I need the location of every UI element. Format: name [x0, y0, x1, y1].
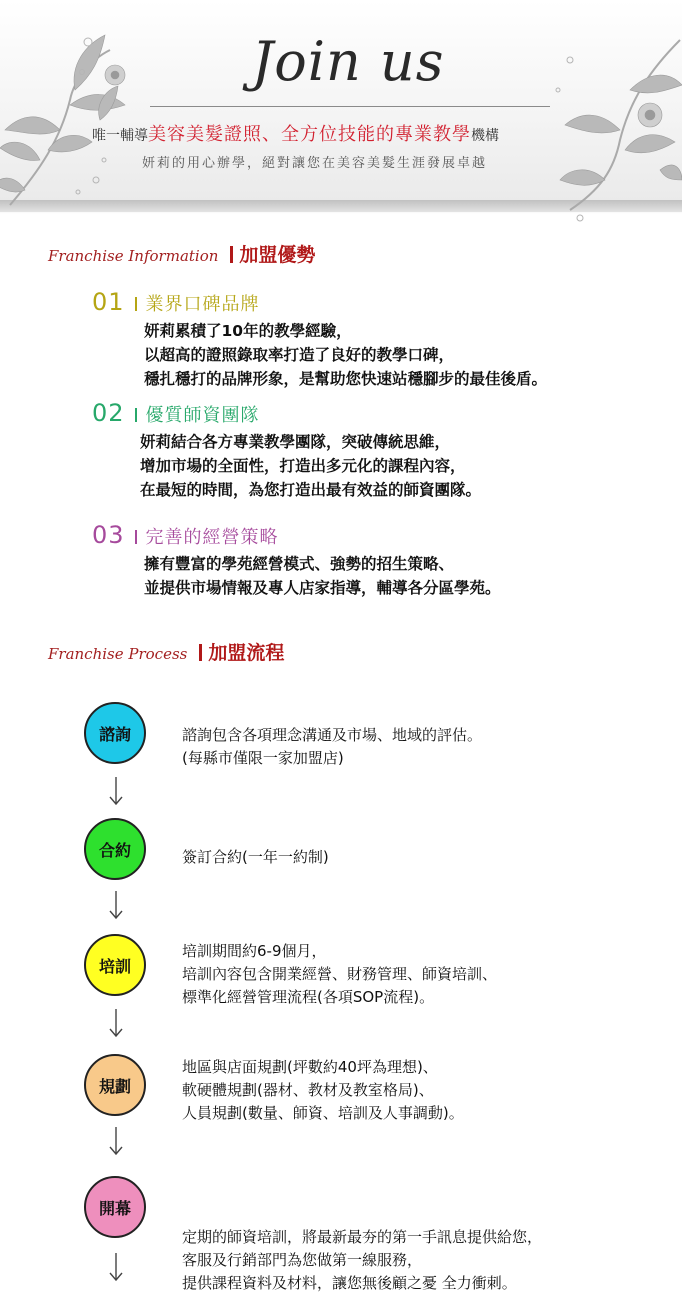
tagline-prefix: 唯一輔導 — [92, 128, 148, 144]
step-line: 人員規劃(數量、師資、培訓及人事調動)。 — [182, 1104, 464, 1122]
join-us-title: Join us — [251, 30, 445, 93]
advantage-description — [144, 319, 547, 391]
step-line: 軟硬體規劃(器材、教材及教室格局)、 — [182, 1081, 434, 1099]
down-arrow-icon — [106, 774, 126, 810]
step-circle-consult: 諮詢 — [84, 702, 146, 764]
advantage-description — [140, 430, 481, 502]
advantage-heading — [92, 399, 481, 427]
advantage-heading — [92, 521, 501, 549]
advantage-title: 優質師資團隊 — [145, 405, 260, 426]
advantage-line: 在最短的時間，為您打造出最有效益的師資團隊。 — [140, 481, 482, 499]
step-line: 諮詢包含各項理念溝通及市場、地域的評估。 — [182, 726, 483, 744]
step-line: 定期的師資培訓，將最新最夯的第一手訊息提供給您， — [182, 1228, 543, 1246]
step-line: 客服及行銷部門為您做第一線服務， — [182, 1251, 423, 1269]
step-line: 地區與店面規劃(坪數約40坪為理想)、 — [182, 1058, 438, 1076]
advantage-line: 妍莉結合各方專業教學團隊，突破傳統思維， — [140, 433, 451, 451]
franchise-process-heading — [48, 638, 284, 665]
advantage-line: 穩扎穩打的品牌形象，是幫助您快速站穩腳步的最佳後盾。 — [144, 370, 548, 388]
tagline-suffix: 機構 — [471, 128, 499, 144]
step-description-opening — [182, 1226, 542, 1295]
step-circle-opening: 開幕 — [84, 1176, 146, 1238]
franchise-info-heading — [48, 240, 315, 267]
step-description-consult — [182, 724, 482, 770]
advantage-line: 擁有豐富的學苑經營模式、強勢的招生策略、 — [144, 555, 455, 573]
down-arrow-icon — [106, 1124, 126, 1160]
step-line: (每縣市僅限一家加盟店) — [182, 749, 344, 767]
advantage-line: 增加市場的全面性，打造出多元化的課程內容， — [140, 457, 466, 475]
advantage-divider — [135, 297, 137, 311]
advantage-description — [144, 552, 501, 600]
step-description-planning — [182, 1056, 464, 1125]
step-circle-training: 培訓 — [84, 934, 146, 996]
advantage-heading — [92, 288, 547, 316]
step-line: 培訓期間約6-9個月， — [182, 942, 327, 960]
heading-divider — [199, 644, 202, 661]
heading-divider — [230, 246, 233, 263]
step-line: 提供課程資料及材料，讓您無後顧之憂 全力衝刺。 — [182, 1274, 517, 1292]
advantage-line: 妍莉累積了10年的教學經驗， — [144, 322, 352, 340]
advantage-line: 並提供市場情報及專人店家指導，輔導各分區學苑。 — [144, 579, 501, 597]
tagline-highlight: 美容美髮證照、全方位技能的專業教學 — [148, 124, 471, 145]
advantage-item-1 — [92, 288, 547, 391]
advantage-number: 02 — [92, 399, 125, 427]
step-circle-planning: 規劃 — [84, 1054, 146, 1116]
title-divider — [150, 106, 550, 107]
down-arrow-icon — [106, 888, 126, 924]
advantage-item-3 — [92, 521, 501, 600]
franchise-info-heading-en: Franchise Information — [48, 247, 219, 265]
step-line: 標準化經營管理流程(各項SOP流程)。 — [182, 988, 435, 1006]
franchise-process-heading-zh: 加盟流程 — [208, 642, 285, 664]
banner-tagline — [92, 120, 612, 146]
join-us-banner — [0, 0, 682, 220]
step-description-training — [182, 940, 497, 1009]
down-arrow-icon — [106, 1250, 126, 1286]
franchise-process-heading-en: Franchise Process — [48, 645, 188, 663]
left-floral-ornament-icon — [0, 20, 200, 210]
franchise-info-heading-zh: 加盟優勢 — [239, 244, 316, 266]
advantage-line: 以超高的證照錄取率打造了良好的教學口碑， — [144, 346, 455, 364]
advantage-number: 01 — [92, 288, 125, 316]
step-line: 簽訂合約(一年一約制) — [182, 848, 329, 866]
advantage-divider — [135, 530, 137, 544]
down-arrow-icon — [106, 1006, 126, 1042]
advantage-number: 03 — [92, 521, 125, 549]
advantage-title: 完善的經營策略 — [145, 527, 279, 548]
advantage-title: 業界口碑品牌 — [145, 294, 260, 315]
step-description-contract — [182, 846, 329, 869]
banner-subtagline: 妍莉的用心辦學，絕對讓您在美容美髮生涯發展卓越 — [142, 156, 488, 171]
step-circle-contract: 合約 — [84, 818, 146, 880]
advantage-divider — [135, 408, 137, 422]
advantage-item-2 — [92, 399, 481, 502]
step-line: 培訓內容包含開業經營、財務管理、師資培訓、 — [182, 965, 498, 983]
